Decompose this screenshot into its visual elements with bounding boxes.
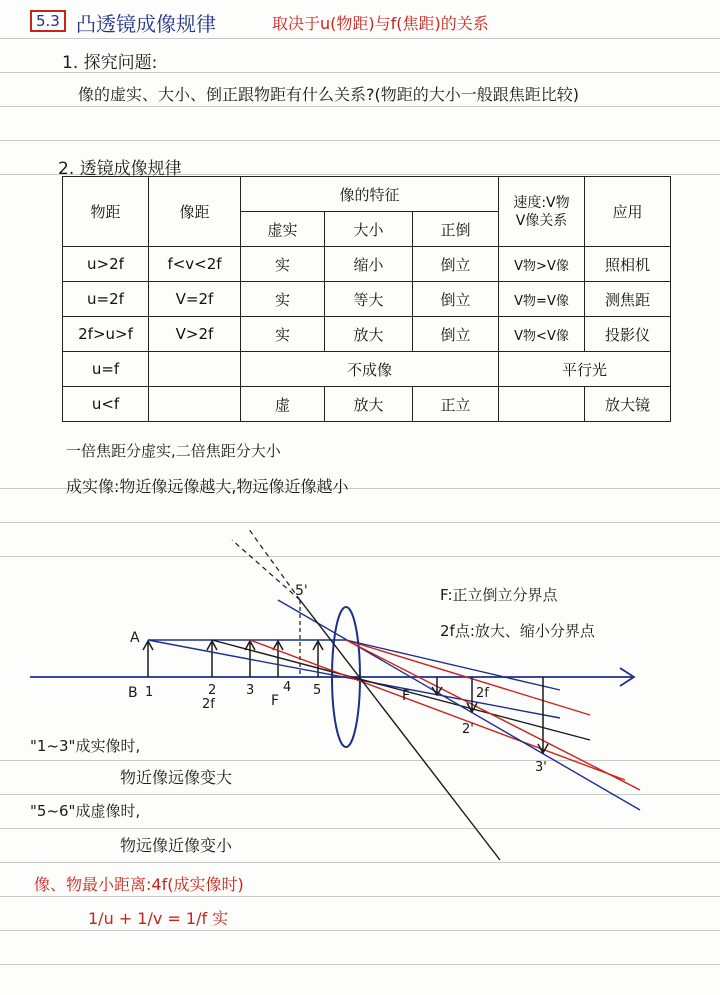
cell-virtual-real: 虚	[241, 387, 325, 422]
min-distance-note: 像、物最小距离:4f(成实像时)	[34, 875, 244, 894]
cell-speed: V物>V像	[499, 247, 585, 282]
cell-size: 放大	[325, 317, 413, 352]
q1-heading: 1. 探究问题:	[62, 53, 158, 73]
cell-orientation: 倒立	[413, 247, 499, 282]
real-image-heading: "1~3"成实像时,	[30, 737, 141, 755]
cell-application: 放大镜	[585, 387, 671, 422]
cell-size: 放大	[325, 387, 413, 422]
label-point-1: 1	[145, 685, 154, 700]
real-image-rule: 物近像远像变大	[120, 768, 233, 787]
cell-virtual-real: 实	[241, 247, 325, 282]
cell-u: u=f	[63, 352, 149, 387]
title-note: 取决于u(物距)与f(焦距)的关系	[272, 14, 489, 33]
cell-orientation: 正立	[413, 387, 499, 422]
label-point-3: 3	[246, 683, 255, 698]
header-virtual-real: 虚实	[241, 212, 325, 247]
page-title: 凸透镜成像规律	[76, 12, 216, 36]
cell-size: 等大	[325, 282, 413, 317]
label-point-4: 4	[283, 680, 292, 695]
center-ray-2	[212, 640, 590, 740]
cell-v: V>2f	[149, 317, 241, 352]
object-arrows	[143, 641, 323, 677]
label-2f-left: 2f	[202, 697, 215, 712]
note-line-1: 一倍焦距分虚实,二倍焦距分大小	[66, 442, 281, 460]
cell-application: 投影仪	[585, 317, 671, 352]
cell-orientation: 倒立	[413, 282, 499, 317]
cell-virtual-real: 实	[241, 317, 325, 352]
cell-orientation: 倒立	[413, 317, 499, 352]
header-size: 大小	[325, 212, 413, 247]
header-application: 应用	[585, 177, 671, 247]
header-object-distance: 物距	[63, 177, 149, 247]
label-B: B	[128, 685, 138, 701]
cell-application: 平行光	[499, 352, 671, 387]
refracted-ray-red-2	[346, 640, 640, 790]
legend-F: F:正立倒立分界点	[440, 586, 558, 604]
label-A: A	[130, 630, 140, 646]
cell-u: u=2f	[63, 282, 149, 317]
cell-application: 照相机	[585, 247, 671, 282]
virtual-image-rule: 物远像近像变小	[120, 836, 233, 855]
cell-no-image: 不成像	[241, 352, 499, 387]
dashed-extension	[248, 528, 300, 600]
cell-v: V=2f	[149, 282, 241, 317]
section-tag: 5.3	[30, 10, 66, 32]
dashed-extension	[232, 540, 300, 600]
cell-virtual-real: 实	[241, 282, 325, 317]
header-orientation: 正倒	[413, 212, 499, 247]
header-speed-line2: V像关系	[515, 212, 568, 229]
cell-u: u<f	[63, 387, 149, 422]
header-speed-line1: 速度:V物	[513, 194, 570, 211]
lens-formula: 1/u + 1/v = 1/f 实	[88, 909, 229, 928]
label-point-5: 5	[313, 683, 322, 698]
note-line-2: 成实像:物近像远像越大,物远像近像越小	[66, 477, 349, 496]
label-5prime: 5'	[295, 583, 308, 599]
cell-speed: V物=V像	[499, 282, 585, 317]
q2-heading: 2. 透镜成像规律	[58, 159, 182, 179]
label-F-right: F	[402, 688, 411, 704]
header-image-distance: 像距	[149, 177, 241, 247]
refracted-ray-blue	[346, 640, 560, 690]
label-3prime: 3'	[535, 760, 547, 775]
label-2prime: 2'	[462, 722, 474, 737]
label-F-left: F	[271, 693, 280, 709]
cell-u: 2f>u>f	[63, 317, 149, 352]
cell-application: 测焦距	[585, 282, 671, 317]
virtual-image-heading: "5~6"成虚像时,	[30, 802, 141, 820]
label-point-2: 2	[208, 683, 217, 698]
cell-u: u>2f	[63, 247, 149, 282]
q1-text: 像的虚实、大小、倒正跟物距有什么关系?(物距的大小一般跟焦距比较)	[78, 85, 579, 104]
legend-2f: 2f点:放大、缩小分界点	[440, 622, 595, 640]
cell-v: f<v<2f	[149, 247, 241, 282]
header-image-features: 像的特征	[241, 177, 499, 212]
label-2f-right: 2f	[476, 686, 489, 701]
cell-size: 缩小	[325, 247, 413, 282]
cell-speed: V物<V像	[499, 317, 585, 352]
